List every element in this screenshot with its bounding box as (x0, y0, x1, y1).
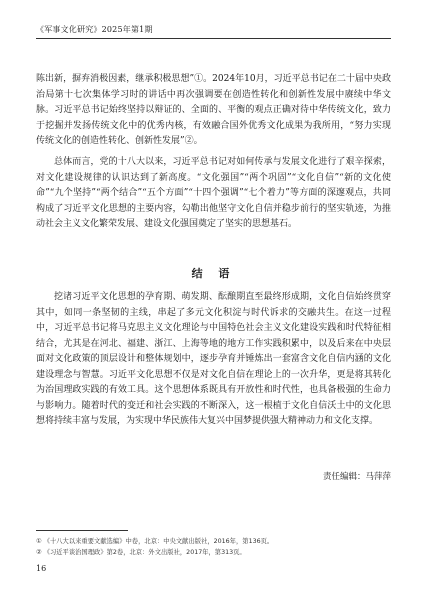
page-number: 16 (36, 564, 47, 573)
journal-header: 《军事文化研究》2025年第1期 (36, 25, 153, 34)
footnote-rule (36, 530, 128, 531)
header-rule (36, 38, 391, 39)
section-title: 结 语 (191, 267, 236, 280)
paragraph-2: 总体而言，党的十八大以来，习近平总书记对如何传承与发展文化进行了艰辛探索，对文化建设规律的认识达到了新高度。“文化强国”“两个巩固”“文化自信”“新的文化使命”“九个坚持”“两个结合”“五个方面”“十四个强调”“七个着力”等方面的深邃观点，共同构成了习近平文化思想的主要内容，勾勒出他坚守文化自信并稳步前行的坚实轨迹，为推动社会主义文化繁荣发展、建设文化强国奠定了坚实的思想基石。 (36, 157, 391, 229)
paragraph-3: 挖诸习近平文化思想的孕育期、萌发期、酝酿期直至最终形成期，文化自信始终贯穿其中，如同一条坚韧的主线，串起了多元文化积淀与时代诉求的交融共生。在这一过程中，习近平总书记将马克思主义文化理论与中国特色社会主义文化建设实践和时代特征相结合，尤其是在河北、福建、浙江、上海等地的地方工作实践积累中，以及后来在中央层面对文化政策的顶层设计和整体规划中，逐步孕育并锤炼出一套富含文化自信内涵的文化建设理念与智慧。习近平文化思想不仅是对文化自信在理论上的一次升华，更是将其转化为治国理政实践的有效工具。这个思想体系既具有开放性和时代性，也具备极强的生命力与影响力。随着时代的变迁和社会实践的不断深入，这一根植于文化自信沃土中的文化思想将持续丰富与发展，为实现中华民族伟大复兴中国梦提供强大精神动力和文化支撑。 (36, 292, 391, 426)
paragraph-1: 陈出新，摒弃消极因素，继承积极思想”①。2024年10月，习近平总书记在二十届中央政治局第十七次集体学习时的讲话中再次强调要在创造性转化和创新性发展中赓续中华文脉。习近平总书记始终坚持以辩证的、全面的、平衡的观点正确对待中华传统文化，致力于挖掘并发扬传统文化中的优秀内核，有效融合国外优秀文化成果为我所用，“努力实现传统文化的创造性转化、创新性发展”②。 (36, 74, 391, 146)
footnote-1: ① 《十八大以来重要文献选编》中卷，北京：中央文献出版社，2016年，第136页。 (36, 538, 274, 545)
responsible-editor: 责任编辑：马萍萍 (322, 472, 391, 482)
footnote-2: ② 《习近平谈治国理政》第2卷，北京：外文出版社，2017年，第313页。 (36, 549, 246, 556)
